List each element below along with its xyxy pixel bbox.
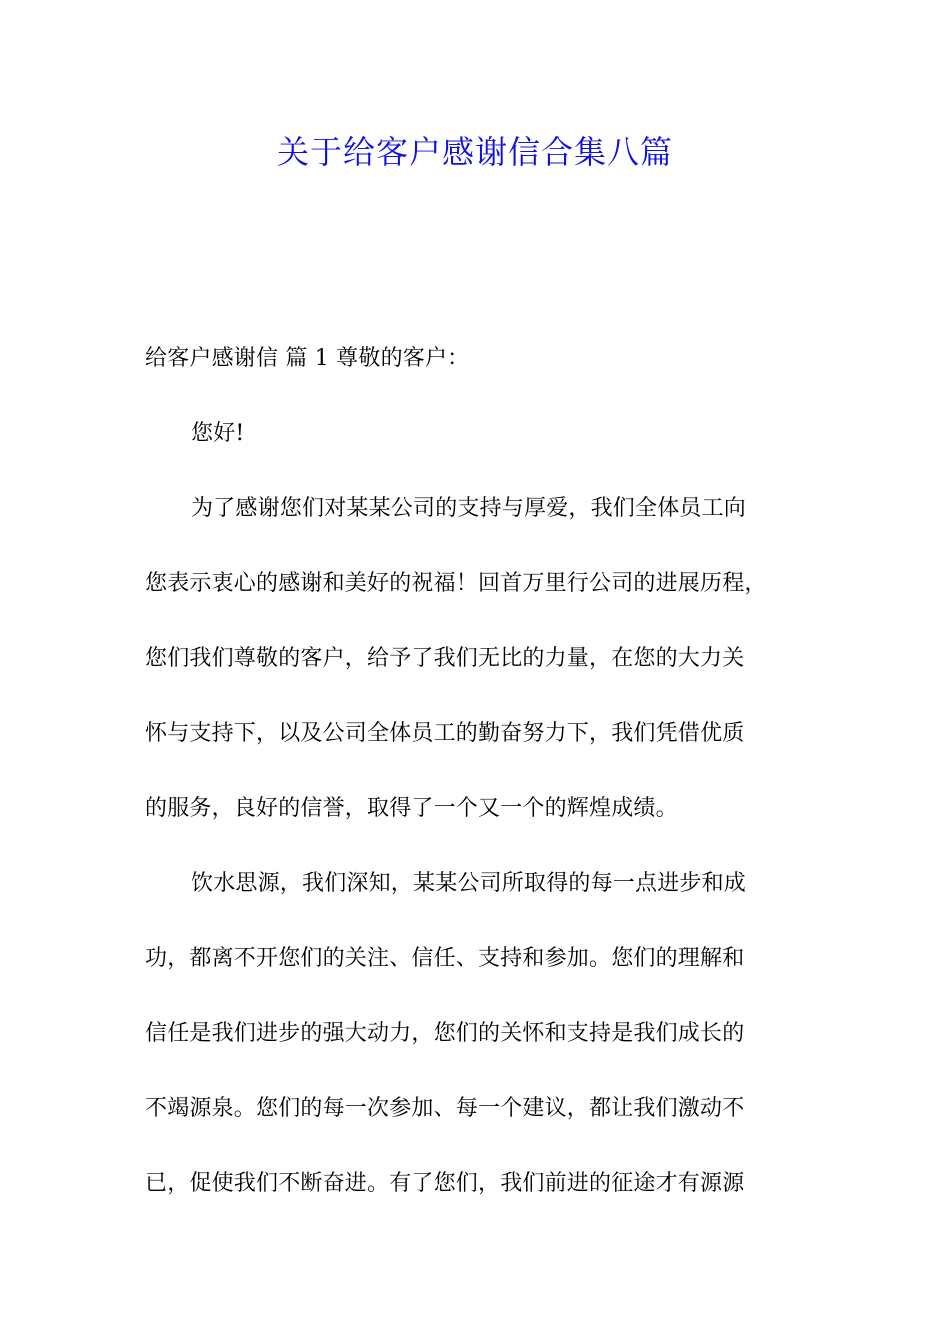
document-body [145,340,810,1240]
paragraph-line: 您们我们尊敬的客户，给予了我们无比的力量，在您的大力关 [145,646,745,671]
paragraph-line: 功，都离不开您们的关注、信任、支持和参加。您们的理解和 [145,946,745,971]
paragraph-line: 不竭源泉。您们的每一次参加、每一个建议，都让我们激动不 [145,1096,745,1121]
paragraph-line: 怀与支持下，以及公司全体员工的勤奋努力下，我们凭借优质 [145,721,745,746]
greeting-heading-line: 给客户感谢信 篇 1 尊敬的客户： [145,346,470,371]
paragraph-line: 已，促使我们不断奋进。有了您们，我们前进的征途才有源源 [145,1171,745,1196]
paragraph-line: 信任是我们进步的强大动力，您们的关怀和支持是我们成长的 [145,1021,745,1046]
paragraph-line: 为了感谢您们对某某公司的支持与厚爱，我们全体员工向 [191,496,747,521]
paragraph-line: 您表示衷心的感谢和美好的祝福！回首万里行公司的进展历程， [145,571,767,596]
paragraph-line: 饮水思源，我们深知，某某公司所取得的每一点进步和成 [191,871,747,896]
salutation-line: 您好! [191,421,245,446]
document-title: 关于给客户感谢信合集八篇 [276,133,673,171]
paragraph-line: 的服务，良好的信誉，取得了一个又一个的辉煌成绩。 [145,796,678,821]
